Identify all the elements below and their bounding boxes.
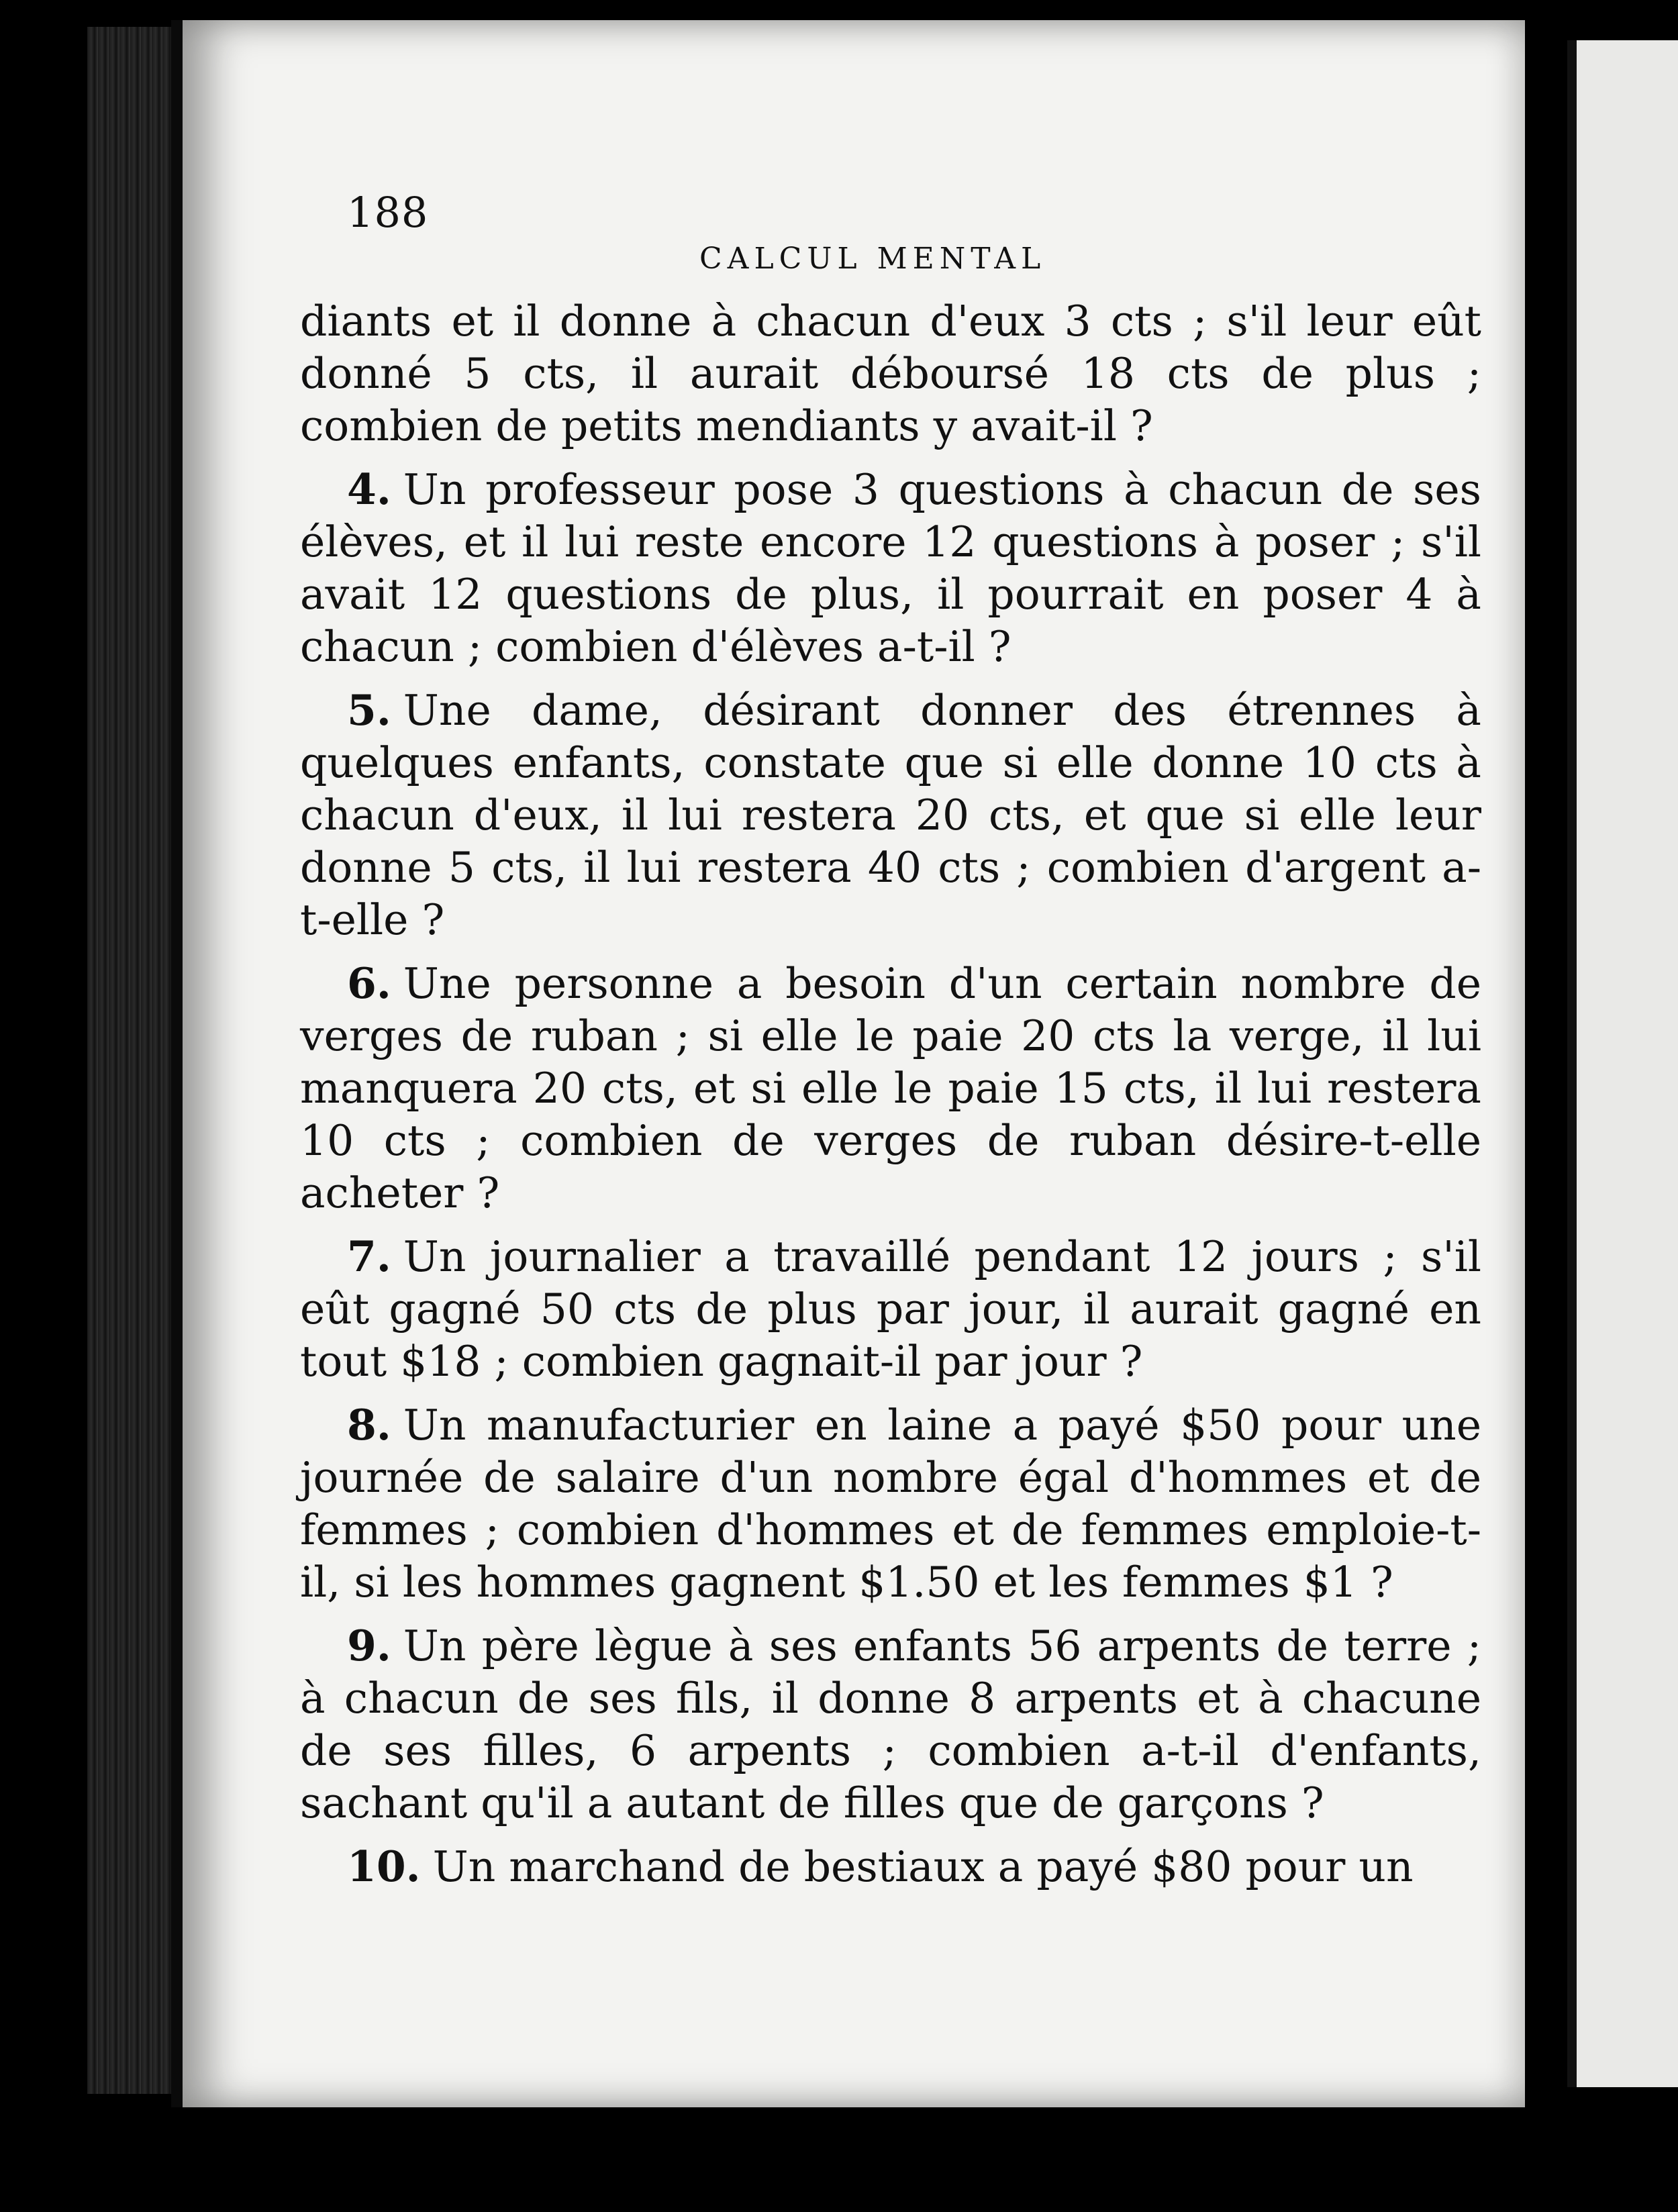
problem-text: Un marchand de bestiaux a payé $80 pour un (432, 1842, 1414, 1891)
book-page (183, 20, 1525, 2107)
problem-number: 9. (347, 1621, 391, 1670)
spine-shadow (171, 20, 183, 2107)
problem-text: Une personne a besoin d'un certain nombre de verges de ruban ; si elle le paie 20 cts la verge, il lui manquera 20 cts, et si elle le paie 15 cts, il lui restera 10 cts ; combien de verges de ruban désire-t-elle acheter ? (300, 959, 1481, 1217)
running-title: CALCUL MENTAL (699, 242, 1046, 276)
page-number: 188 (347, 188, 429, 237)
problem-number: 8. (347, 1400, 391, 1450)
problem-text: Un professeur pose 3 questions à chacun de ses élèves, et il lui reste encore 12 questions à poser ; s'il avait 12 questions de plus, il pourrait en poser 4 à chacun ; combien d'élèves a-t-il ? (300, 465, 1481, 671)
problem-number: 5. (347, 685, 391, 735)
page-body (300, 295, 1481, 1904)
book-page-edges (87, 27, 175, 2094)
problem-number: 7. (347, 1231, 391, 1281)
problem-text: Un journalier a travaillé pendant 12 jours ; s'il eût gagné 50 cts de plus par jour, il aurait gagné en tout $18 ; combien gagnait-il par jour ? (300, 1232, 1481, 1386)
problem-8 (300, 1399, 1481, 1609)
problem-6 (300, 957, 1481, 1219)
problem-9 (300, 1619, 1481, 1829)
next-page-edge (1567, 40, 1678, 2087)
problem-number: 10. (347, 1842, 421, 1891)
problem-number: 4. (347, 464, 391, 514)
problem-10 (300, 1840, 1481, 1893)
problem-7 (300, 1230, 1481, 1388)
continued-paragraph: diants et il donne à chacun d'eux 3 cts ; s'il leur eût donné 5 cts, il aurait déboursé 18 cts de plus ; combien de petits mendiants y avait-il ? (300, 297, 1481, 450)
problem-4 (300, 463, 1481, 673)
problem-text: Une dame, désirant donner des étrennes à quelques enfants, constate que si elle donne 10 cts à chacun d'eux, il lui restera 20 cts, et que si elle leur donne 5 cts, il lui restera 40 cts ; combien d'argent a-t-elle ? (300, 686, 1481, 944)
problem-text: Un manufacturier en laine a payé $50 pour une journée de salaire d'un nombre égal d'hommes et de femmes ; combien d'hommes et de femmes emploie-t-il, si les hommes gagnent $1.50 et les femmes $1 ? (300, 1401, 1481, 1607)
problem-text: Un père lègue à ses enfants 56 arpents de terre ; à chacun de ses fils, il donne 8 arpents et à chacune de ses filles, 6 arpents ; combien a-t-il d'enfants, sachant qu'il a autant de filles que de garçons ? (300, 1621, 1481, 1827)
problem-5 (300, 684, 1481, 946)
problem-number: 6. (347, 958, 391, 1008)
